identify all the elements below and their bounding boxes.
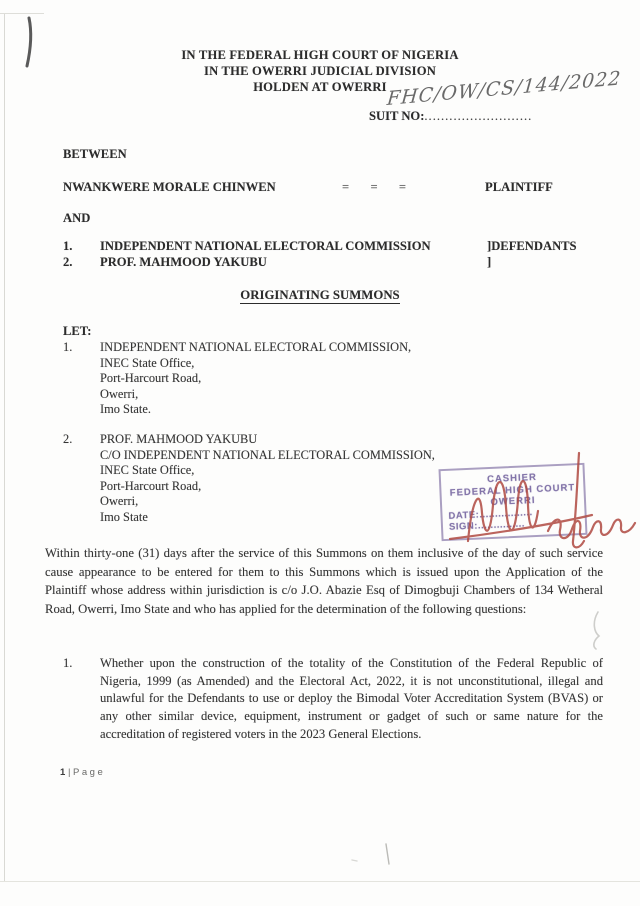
stamp-line-cashier: CASHIER: [486, 471, 538, 486]
addressee-2-line-6: Imo State: [100, 510, 148, 524]
equals-sign: =: [398, 180, 406, 194]
scan-edge-left: [4, 14, 5, 882]
defendant-1-name: INDEPENDENT NATIONAL ELECTORAL COMMISSION: [100, 239, 431, 253]
equals-sign: =: [342, 180, 350, 194]
addressee-2-line-3: INEC State Office,: [100, 463, 195, 477]
and-label: AND: [63, 211, 91, 225]
suit-number-dots: ..........................: [424, 109, 533, 123]
stamp-date-line: DATE:.................: [448, 506, 533, 522]
footer-page-label: Page: [73, 767, 106, 778]
defendants-bracket-bottom: ]: [487, 255, 492, 269]
summons-title: [0, 288, 640, 303]
plaintiff-name: NWANKWERE MORALE CHINWEN: [63, 180, 276, 194]
plaintiff-role: PLAINTIFF: [485, 180, 553, 194]
addressee-1-line-4: Owerri,: [100, 387, 139, 401]
body-paragraph: Within thirty-one (31) days after the service of this Summons on them inclusive of the day of such service cause appearance to be entered for them to this Summons which is issued upon the Application of the Plaintiff whose address within jurisdiction is c/o J.O. Abazie Esq of Dimogbuji Chambers of 134 Wetheral Road, Owerri, Imo State and who has applied for the determination of the following questions:: [45, 546, 603, 616]
bottom-smudge-mark: [348, 842, 398, 868]
equals-sign: =: [370, 180, 378, 194]
court-header-line-1: IN THE FEDERAL HIGH COURT OF NIGERIA: [181, 48, 459, 62]
stamp-line-court: FEDERAL HIGH COURT: [449, 481, 576, 499]
between-label: BETWEEN: [63, 147, 127, 161]
summons-title-text: ORIGINATING SUMMONS: [240, 288, 400, 302]
addressee-1-line-2: INEC State Office,: [100, 356, 195, 370]
addressee-2-number: 2.: [63, 432, 73, 446]
page-footer: [60, 767, 105, 778]
signature-scribble: [430, 445, 640, 555]
scan-edge-bottom: [0, 881, 640, 882]
defendants-bracket-top: ]DEFENDANTS: [487, 239, 577, 253]
addressee-2-line-1: PROF. MAHMOOD YAKUBU: [100, 432, 258, 446]
addressee-1-line-1: INDEPENDENT NATIONAL ELECTORAL COMMISSION,: [100, 340, 412, 354]
handwritten-suit-number: FHC/OW/CS/144/2022: [386, 67, 623, 110]
addressee-2-line-4: Port-Harcourt Road,: [100, 479, 202, 493]
addressee-2-line-5: Owerri,: [100, 494, 139, 508]
addressee-1-number: 1.: [63, 340, 73, 354]
addressee-2-line-2: C/O INDEPENDENT NATIONAL ELECTORAL COMMISSION,: [100, 448, 435, 462]
question-1-number: 1.: [63, 656, 73, 670]
addressee-1-line-5: Imo State.: [100, 402, 151, 416]
question-1-text: Whether upon the construction of the totality of the Constitution of the Federal Republic of Nigeria, 1999 (as Amended) and the Electoral Act, 2022, it is not unconstitutional, illegal and unlawful for the Defendants to use or deploy the Bimodal Voter Accreditation System (BVAS) or any other similar device, equipment, instrument or gadget of such or same nature for the accreditation of registered voters in the 2023 General Elections.: [100, 656, 603, 741]
let-label: LET:: [63, 324, 92, 338]
court-header-line-2: IN THE OWERRI JUDICIAL DIVISION: [203, 64, 436, 78]
defendant-2-number: 2.: [63, 255, 73, 269]
defendant-1-number: 1.: [63, 239, 73, 253]
addressee-1-line-3: Port-Harcourt Road,: [100, 371, 202, 385]
suit-number-label: SUIT NO:: [369, 109, 425, 123]
defendant-2-name: PROF. MAHMOOD YAKUBU: [100, 255, 267, 269]
equals-separator: [342, 180, 406, 195]
footer-page-number: 1: [60, 767, 66, 778]
stamp-sign-line: SIGN:...............: [448, 518, 526, 533]
footer-separator: |: [67, 767, 71, 778]
court-header-line-3: HOLDEN AT OWERRI: [253, 80, 387, 94]
question-item-1: [63, 655, 603, 744]
suit-number-row: [369, 109, 532, 124]
stamp-line-owerri: OWERRI: [490, 495, 536, 508]
